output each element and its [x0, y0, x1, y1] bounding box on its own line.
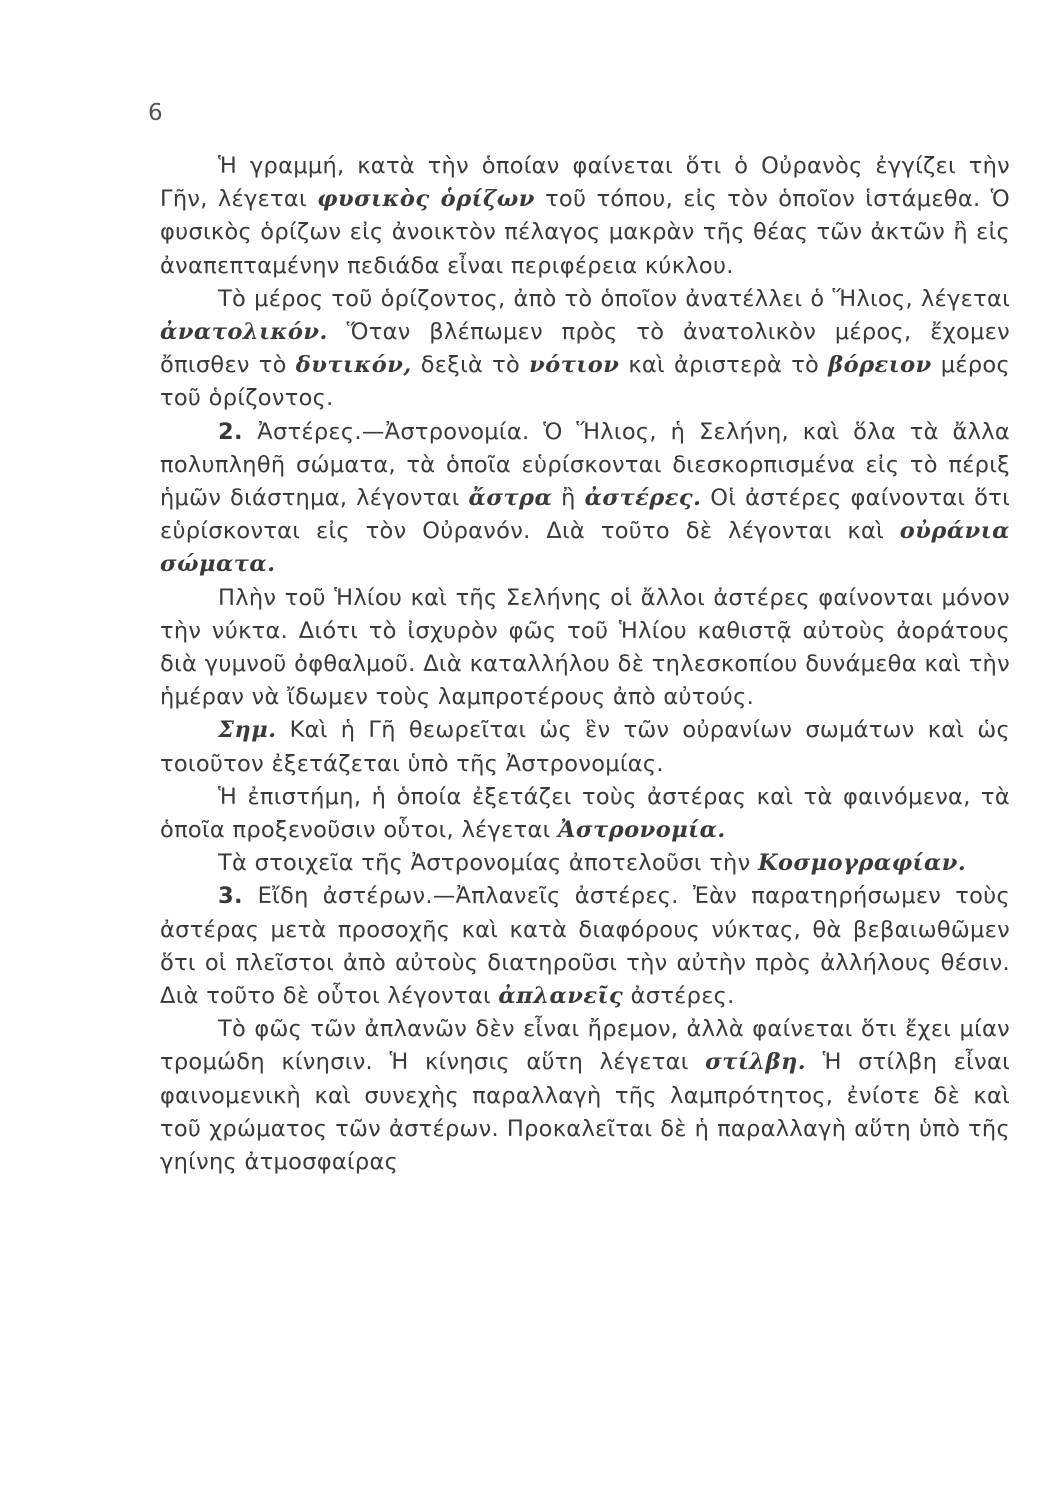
emphasis-term: νότιον — [529, 352, 620, 379]
text-run: καὶ ἀριστερὰ τὸ — [619, 352, 829, 379]
emphasis-term: Σημ. — [218, 717, 277, 744]
emphasis-term: φυσικὸς ὁρίζων — [317, 186, 535, 213]
text-run: Καὶ ἡ Γῆ θεωρεῖται ὡς ἓν τῶν οὐρανίων σωμάτων καὶ ὡς τοιοῦτον ἐξετάζεται ὑπὸ τῆς Ἀστρονομίας. — [160, 717, 1010, 777]
text-run: Ὅταν βλέπωμεν πρὸς τὸ ἀνατολικὸν μέρος, ἔχομεν ὄπισθεν τὸ — [160, 319, 1010, 379]
text-run: Τὸ φῶς τῶν ἀπλανῶν δὲν εἶναι ἤρεμον, ἀλλὰ φαίνεται ὅτι ἔχει μίαν τρομώδη κίνησιν. Ἡ κίνησις αὕτη λέγεται — [160, 1016, 1010, 1076]
paragraph-note — [160, 714, 1010, 780]
emphasis-term: ἀνατολικόν. — [160, 319, 328, 346]
text-run: Εἴδη ἀστέρων.—Ἀπλανεῖς ἀστέρες. Ἐὰν παρατηρήσωμεν τοὺς ἀστέρας μετὰ προσοχῆς καὶ κατὰ διαφόρους νύκτας, θὰ βεβαιωθῶμεν ὅτι οἱ πλεῖστοι ἀπὸ αὐτοὺς διατηροῦσι τὴν αὐτὴν πρὸς ἀλλήλους θέσιν. Διὰ τοῦτο δὲ οὗτοι λέγονται — [160, 883, 1010, 1010]
text-run: Οἱ ἀστέρες φαίνονται ὅτι εὑρίσκονται εἰς τὸν Οὐρανόν. Διὰ τοῦτο δὲ λέγονται καὶ — [160, 485, 1010, 545]
section-number: 2. — [218, 418, 258, 445]
paragraph-horizon — [160, 150, 1010, 283]
emphasis-term: στίλβη. — [705, 1049, 807, 1076]
text-run: Τὸ μέρος τοῦ ὁρίζοντος, ἀπὸ τὸ ὁποῖον ἀνατέλλει ὁ Ἥλιος, λέγεται — [218, 285, 1010, 312]
paragraph-cosmography — [160, 847, 1010, 880]
emphasis-term: ἀστέρες. — [584, 485, 702, 512]
emphasis-term: οὐράνια σώματα. — [160, 518, 1010, 578]
text-run: τοῦ τόπου, εἰς τὸν ὁποῖον ἱστάμεθα. Ὁ φυσικὸς ὁρίζων εἰς ἀνοικτὸν πέλαγος μακρὰν τῆς θέας τῶν ἀκτῶν ἢ εἰς ἀναπεπταμένην πεδιάδα εἶναι περιφέρεια κύκλου. — [160, 186, 1010, 279]
text-run: Ἀστέρες.—Ἀστρονομία. Ὁ Ἥλιος, ἡ Σελήνη, καὶ ὅλα τὰ ἄλλα πολυπληθῆ σώματα, τὰ ὁποῖα εὑρίσκονται διεσκορπισμένα εἰς τὸ πέριξ ἡμῶν διάστημα, λέγονται — [160, 418, 1010, 512]
emphasis-term: δυτικόν, — [295, 352, 412, 379]
text-run: Ἡ ἐπιστήμη, ἡ ὁποία ἐξετάζει τοὺς ἀστέρας καὶ τὰ φαινόμενα, τὰ ὁποῖα προξενοῦσιν οὗτοι, λέγεται — [160, 783, 1010, 844]
text-run: Ἡ στίλβη εἶναι φαινομενικὴ καὶ συνεχὴς παραλλαγὴ τῆς λαμπρότητος, ἐνίοτε δὲ καὶ τοῦ χρώματος τῶν ἀστέρων. Προκαλεῖται δὲ ἡ παραλλαγὴ αὕτη ὑπὸ τῆς γηίνης ἀτμοσφαίρας — [160, 1049, 1011, 1176]
paragraph-twinkle — [160, 1013, 1010, 1179]
section-number: 3. — [218, 883, 258, 910]
paragraph-astronomy — [160, 781, 1010, 847]
emphasis-term: βόρειον — [828, 352, 932, 379]
emphasis-term: ἀπλανεῖς — [498, 983, 624, 1010]
paragraph-fixed-stars — [160, 880, 1010, 1013]
text-run: ἢ — [552, 485, 585, 512]
text-run: Ἡ γραμμή, κατὰ τὴν ὁποίαν φαίνεται ὅτι ὁ Οὐρανὸς ἐγγίζει τὴν Γῆν, λέγεται — [160, 153, 1010, 213]
emphasis-term: ἄστρα — [468, 485, 553, 512]
text-run: Τὰ στοιχεῖα τῆς Ἀστρονομίας ἀποτελοῦσι τὴν — [218, 850, 758, 877]
page-number: 6 — [148, 100, 163, 126]
text-run: μέρος τοῦ ὁρίζοντος. — [160, 352, 1010, 412]
paragraph-stars — [160, 416, 1010, 582]
body-text — [160, 150, 1010, 1179]
text-run: δεξιὰ τὸ — [411, 352, 530, 379]
emphasis-term: Ἀστρονομία. — [557, 817, 726, 844]
text-run: Πλὴν τοῦ Ἡλίου καὶ τῆς Σελήνης οἱ ἄλλοι ἀστέρες φαίνονται μόνον τὴν νύκτα. Διότι τὸ ἰσχυρὸν φῶς τοῦ Ἡλίου καθιστᾷ αὐτοὺς ἀοράτους διὰ γυμνοῦ ὀφθαλμοῦ. Διὰ καταλλήλου δὲ τηλεσκοπίου δυνάμεθα καὶ τὴν ἡμέραν νὰ ἴδωμεν τοὺς λαμπροτέρους ἀπὸ αὐτούς. — [160, 584, 1010, 711]
text-run: ἀστέρες. — [623, 983, 735, 1010]
emphasis-term: Κοσμογραφίαν. — [757, 850, 967, 877]
paragraph-east — [160, 283, 1010, 416]
paragraph-night — [160, 582, 1010, 715]
